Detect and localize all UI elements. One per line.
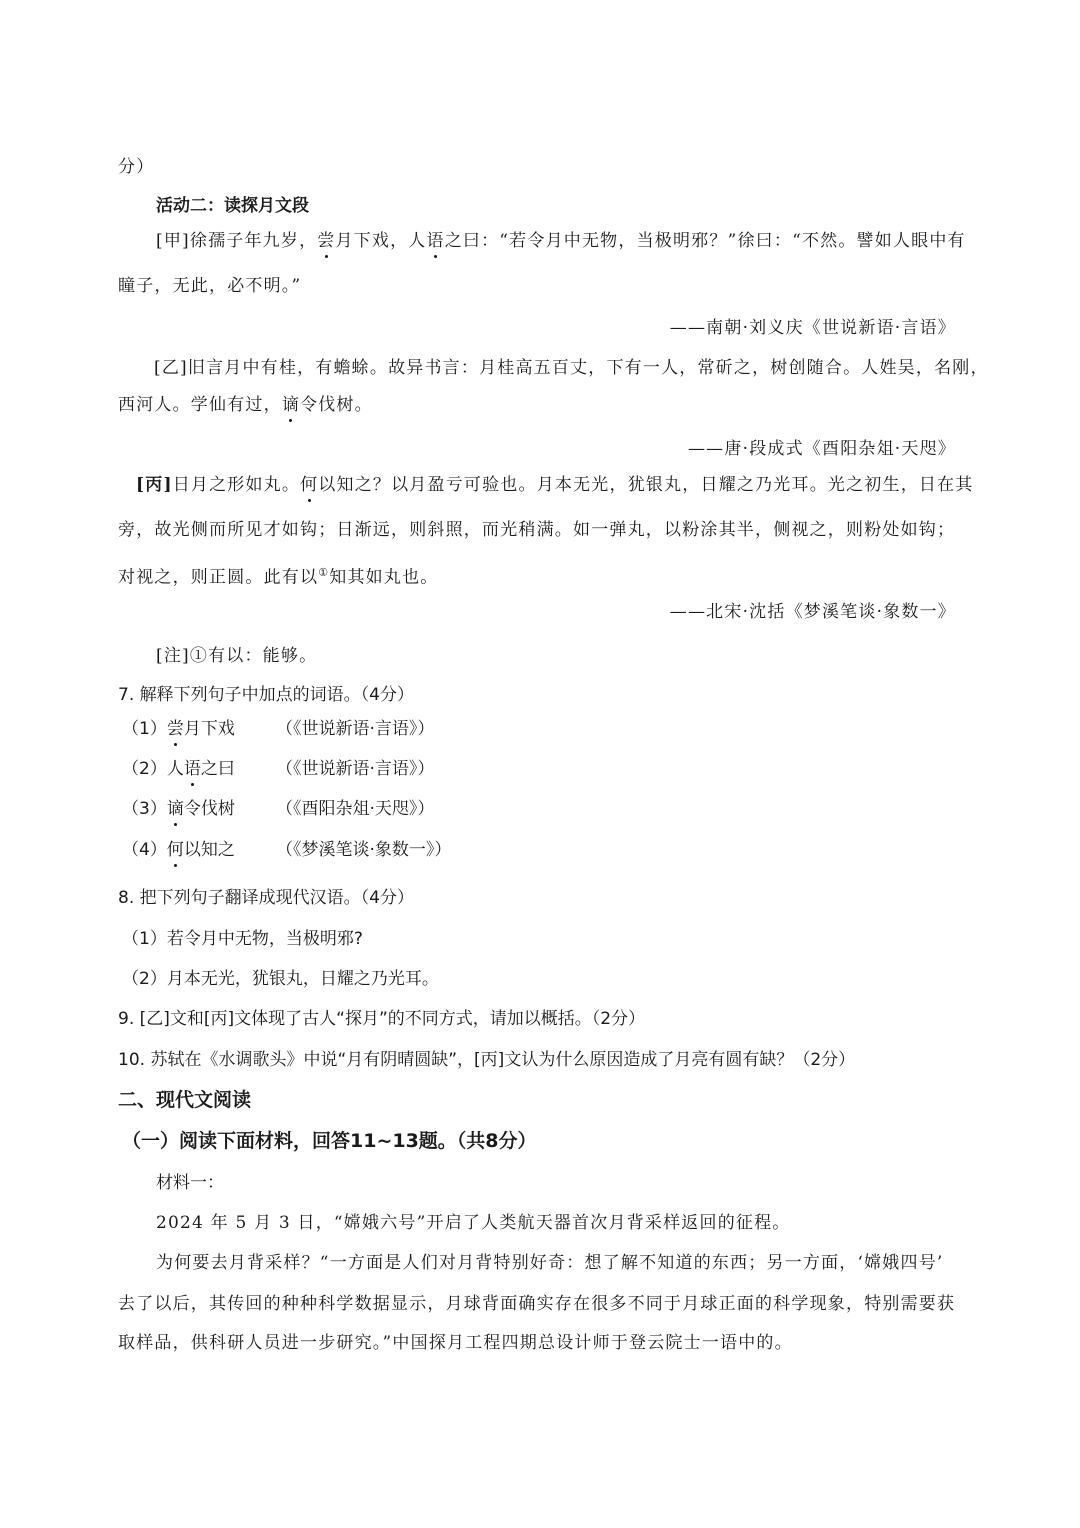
material-paragraph: 2024 年 5 月 3 日，“嫦娥六号”开启了人类航天器首次月背采样返回的征程。 [156,1213,791,1233]
passage-bing-line1: [丙]日月之形如丸。何以知之？以月盈亏可验也。月本无光，犹银丸，日耀之乃光耳。光之初生，日在其 [136,475,974,495]
dotted-word: 何 [166,840,184,860]
passage-bing-line3: 对视之，则正圆。此有以①知其如丸也。 [118,566,439,588]
question-7-item: （1）尝月下戏 [122,719,235,739]
passage-label-jia: [甲] [156,231,190,251]
question-7-item-source: （《酉阳杂俎·天咫》） [276,799,435,819]
question-10: 10. 苏轼在《水调歌头》中说“月有阴晴圆缺”，[丙]文认为什么原因造成了月亮有圆有缺？（2分） [118,1050,856,1070]
question-8-item: （1）若令月中无物，当极明邪? [122,929,363,949]
dotted-word: 何 [300,475,319,495]
dotted-word: 谪 [166,799,184,819]
passage-yi-line1: [乙]旧言月中有桂，有蟾蜍。故异书言：月桂高五百丈，下有一人，常斫之，树创随合。人姓吴，名刚， [154,358,989,378]
subsection-1-heading: （一）阅读下面材料，回答11~13题。（共8分） [122,1130,537,1152]
dotted-word: 尝 [166,719,184,739]
dotted-word: 尝 [317,231,336,251]
question-7-item: （2）人语之曰 [122,759,235,779]
question-7-item-source: （《梦溪笔谈·象数一》） [276,840,452,860]
carryover-text: 分） [118,157,155,177]
activity-title: 活动二：读探月文段 [156,196,309,216]
passage-bing-line2: 旁，故光侧而所见才如钩；日渐远，则斜照，而光稍满。如一弹丸，以粉涂其半，侧视之，则粉处如钩； [118,520,956,540]
passage-bing-source: ——北宋·沈括《梦溪笔谈·象数一》 [669,602,956,622]
question-7-item-source: （《世说新语·言语》） [276,719,435,739]
question-7-title: 7. 解释下列句子中加点的词语。（4分） [118,685,414,705]
question-9: 9. [乙]文和[丙]文体现了古人“探月”的不同方式，请加以概括。（2分） [118,1009,646,1029]
material-paragraph: 去了以后，其传回的种种科学数据显示，月球背面确实存在很多不同于月球正面的科学现象，特别需要获 [118,1294,956,1314]
dotted-word: 语 [426,231,445,251]
passage-label-yi: [乙] [154,358,188,378]
passage-label-bing: [丙] [136,475,173,495]
passage-yi-line2: 西河人。学仙有过，谪令伐树。 [118,395,373,415]
question-8-title: 8. 把下列句子翻译成现代汉语。（4分） [118,888,414,908]
material-paragraph: 为何要去月背采样？“一方面是人们对月背特别好奇：想了解不知道的东西；另一方面，‘嫦娥四号’ [156,1253,944,1273]
passage-jia-line1: [甲]徐孺子年九岁，尝月下戏，人语之曰：“若令月中无物，当极明邪？”徐曰：“不然。譬如人眼中有 [156,231,966,251]
material-1-label: 材料一： [156,1173,224,1193]
passage-yi-source: ——唐·段成式《酉阳杂俎·天咫》 [687,439,956,459]
dotted-word: 语 [183,759,201,779]
section-2-heading: 二、现代文阅读 [118,1089,252,1111]
annotation-note: [注]①有以：能够。 [156,646,318,666]
question-7-item-source: （《世说新语·言语》） [276,759,435,779]
question-7-item: （4）何以知之 [122,840,235,860]
passage-jia-line2: 瞳子，无此，必不明。” [118,276,302,296]
passage-jia-source: ——南朝·刘义庆《世说新语·言语》 [669,318,956,338]
question-7-item: （3）谪令伐树 [122,799,235,819]
dotted-word: 谪 [281,395,301,415]
material-paragraph: 取样品，供科研人员进一步研究。”中国探月工程四期总设计师于登云院士一语中的。 [118,1333,793,1353]
question-8-item: （2）月本无光，犹银丸，日耀之乃光耳。 [122,969,439,989]
